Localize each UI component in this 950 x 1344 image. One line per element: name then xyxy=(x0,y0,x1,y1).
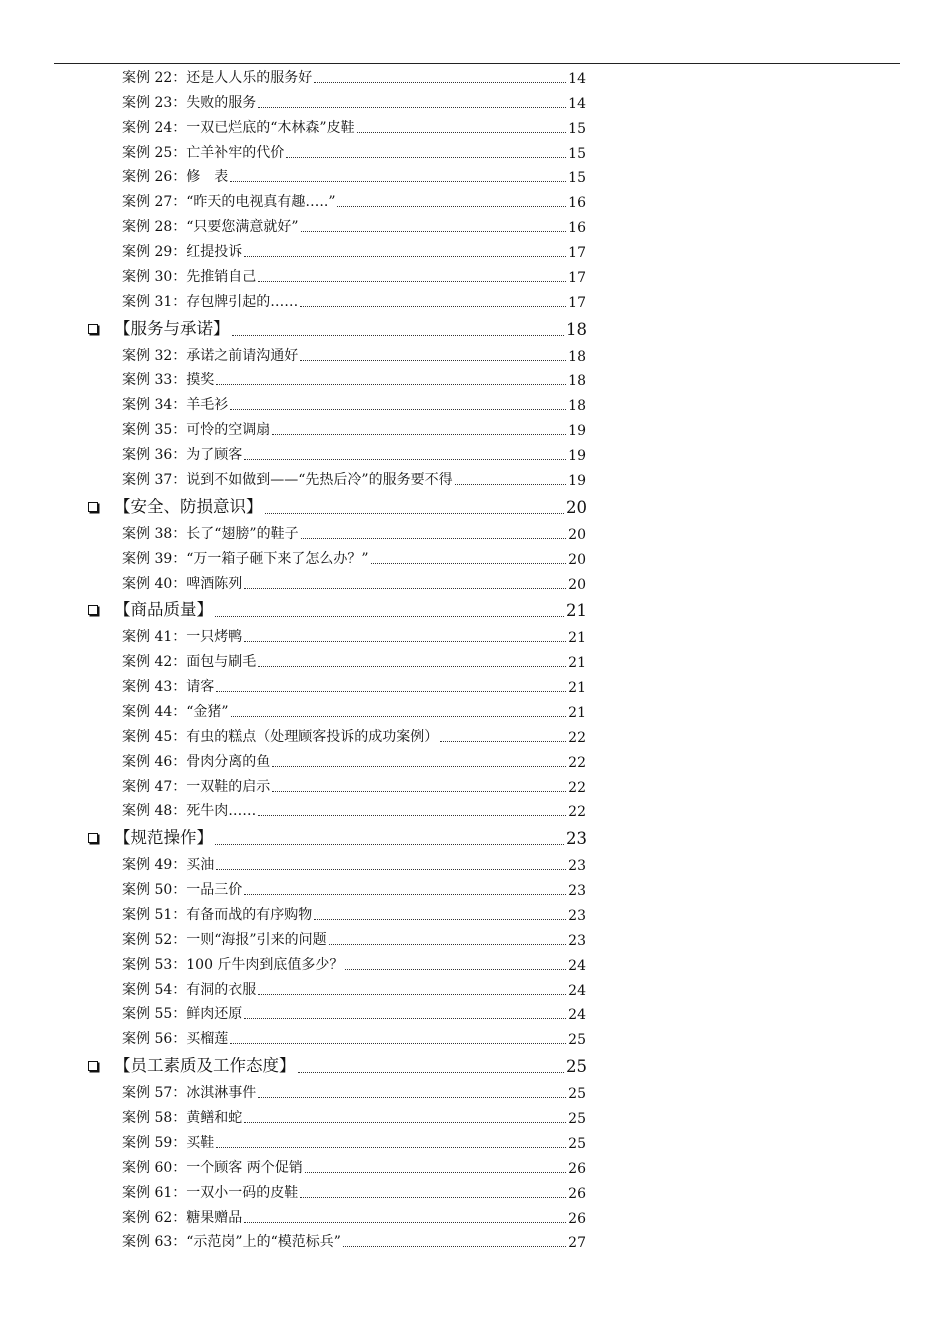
toc-page-number: 22 xyxy=(568,754,586,771)
toc-entry-title: 案例 23：失败的服务 xyxy=(122,94,257,111)
toc-page-number: 23 xyxy=(568,883,586,900)
toc-case-entry[interactable] xyxy=(0,263,586,288)
toc-page-number: 21 xyxy=(568,704,586,721)
toc-case-entry[interactable] xyxy=(0,1204,586,1229)
toc-entry-title: 案例 39：“万一箱子砸下来了怎么办？” xyxy=(122,550,369,567)
dot-leader xyxy=(343,1246,566,1247)
toc-entry-title: 【员工素质及工作态度】 xyxy=(114,1056,296,1076)
toc-case-entry[interactable] xyxy=(0,673,586,698)
toc-case-entry[interactable] xyxy=(0,89,586,114)
checkbox-bullet-icon xyxy=(88,605,98,615)
toc-page-number: 21 xyxy=(568,630,586,647)
toc-entry-title: 案例 35：可怜的空调扇 xyxy=(122,422,271,439)
toc-entry-title: 案例 61：一双小一码的皮鞋 xyxy=(122,1184,299,1201)
toc-case-entry[interactable] xyxy=(0,951,586,976)
table-of-contents xyxy=(0,64,950,1253)
dot-leader xyxy=(272,791,566,792)
toc-entry-title: 案例 60：一个顾客 两个促销 xyxy=(122,1159,303,1176)
dot-leader xyxy=(244,641,566,642)
toc-page-number: 17 xyxy=(568,245,586,262)
toc-entry-title: 案例 38：长了“翅膀”的鞋子 xyxy=(122,525,299,542)
toc-page-number: 24 xyxy=(568,957,586,974)
toc-page-number: 25 xyxy=(566,1057,587,1077)
dot-leader xyxy=(216,869,566,870)
toc-case-entry[interactable] xyxy=(0,926,586,951)
toc-page-number: 23 xyxy=(568,932,586,949)
toc-entry-title: 案例 53：100 斤牛肉到底值多少？ xyxy=(122,956,344,973)
toc-entry-title: 【安全、防损意识】 xyxy=(114,496,263,516)
toc-case-entry[interactable] xyxy=(0,976,586,1001)
toc-case-entry[interactable] xyxy=(0,773,586,798)
toc-case-entry[interactable] xyxy=(0,698,586,723)
toc-page-number: 16 xyxy=(568,220,586,237)
dot-leader xyxy=(244,1122,566,1123)
toc-page-number: 25 xyxy=(568,1135,586,1152)
toc-page-number: 23 xyxy=(568,907,586,924)
dot-leader xyxy=(357,132,567,133)
toc-page-number: 20 xyxy=(568,551,586,568)
toc-entry-title: 案例 43：请客 xyxy=(122,678,215,695)
dot-leader xyxy=(337,206,566,207)
toc-entry-title: 【商品质量】 xyxy=(114,600,213,620)
dot-leader xyxy=(230,409,566,410)
toc-entry-title: 案例 49：买油 xyxy=(122,857,215,874)
toc-entry-title: 案例 22：还是人人乐的服务好 xyxy=(122,69,313,86)
checkbox-bullet-icon xyxy=(88,324,98,334)
toc-page-number: 25 xyxy=(568,1086,586,1103)
dot-leader xyxy=(244,894,566,895)
toc-entry-title: 案例 37：说到不如做到——“先热后冷”的服务要不得 xyxy=(122,472,453,489)
dot-leader xyxy=(301,231,567,232)
dot-leader xyxy=(244,588,566,589)
toc-case-entry[interactable] xyxy=(0,545,586,570)
toc-page-number: 15 xyxy=(568,145,586,162)
toc-case-entry[interactable] xyxy=(0,64,586,89)
dot-leader xyxy=(258,1097,566,1098)
dot-leader xyxy=(230,181,566,182)
toc-page-number: 23 xyxy=(568,858,586,875)
toc-entry-title: 案例 32：承诺之前请沟通好 xyxy=(122,347,299,364)
toc-entry-title: 案例 48：死牛肉…… xyxy=(122,803,257,820)
toc-page-number: 21 xyxy=(566,601,587,621)
toc-case-entry[interactable] xyxy=(0,114,586,139)
dot-leader xyxy=(258,815,566,816)
toc-case-entry[interactable] xyxy=(0,798,586,823)
toc-case-entry[interactable] xyxy=(0,466,586,491)
toc-case-entry[interactable] xyxy=(0,367,586,392)
dot-leader xyxy=(230,1043,566,1044)
toc-case-entry[interactable] xyxy=(0,139,586,164)
toc-section-entry[interactable] xyxy=(0,595,587,624)
toc-entry-title: 案例 59：买鞋 xyxy=(122,1134,215,1151)
toc-entry-title: 案例 26：修 表 xyxy=(122,169,229,186)
dot-leader xyxy=(265,513,565,514)
toc-case-entry[interactable] xyxy=(0,213,586,238)
toc-entry-title: 案例 41：一只烤鸭 xyxy=(122,629,243,646)
dot-leader xyxy=(286,157,566,158)
toc-case-entry[interactable] xyxy=(0,1001,586,1026)
toc-page-number: 22 xyxy=(568,729,586,746)
toc-page-number: 19 xyxy=(568,423,586,440)
toc-entry-title: 案例 57：冰淇淋事件 xyxy=(122,1085,257,1102)
toc-case-entry[interactable] xyxy=(0,623,586,648)
toc-case-entry[interactable] xyxy=(0,342,586,367)
toc-page-number: 20 xyxy=(568,526,586,543)
toc-entry-title: 案例 36：为了顾客 xyxy=(122,447,243,464)
dot-leader xyxy=(231,716,567,717)
toc-case-entry[interactable] xyxy=(0,748,586,773)
toc-case-entry[interactable] xyxy=(0,416,586,441)
checkbox-bullet-icon xyxy=(88,833,98,843)
dot-leader xyxy=(314,82,566,83)
toc-case-entry[interactable] xyxy=(0,648,586,673)
dot-leader xyxy=(298,1072,565,1073)
dot-leader xyxy=(440,741,566,742)
toc-case-entry[interactable] xyxy=(0,901,586,926)
checkbox-bullet-icon xyxy=(88,502,98,512)
toc-case-entry[interactable] xyxy=(0,164,586,189)
toc-entry-title: 案例 62：糖果赠品 xyxy=(122,1209,243,1226)
toc-entry-title: 案例 63：“示范岗”上的“模范标兵” xyxy=(122,1234,341,1251)
toc-page-number: 18 xyxy=(566,319,587,339)
toc-entry-title: 案例 56：买榴莲 xyxy=(122,1031,229,1048)
toc-section-entry[interactable] xyxy=(0,313,587,342)
dot-leader xyxy=(300,360,566,361)
dot-leader xyxy=(258,994,566,995)
toc-entry-title: 案例 45：有虫的糕点（处理顾客投诉的成功案例） xyxy=(122,728,439,745)
toc-entry-title: 案例 30：先推销自己 xyxy=(122,269,257,286)
dot-leader xyxy=(272,766,566,767)
toc-entry-title: 【服务与承诺】 xyxy=(114,318,230,338)
toc-page-number: 20 xyxy=(566,497,587,517)
toc-page-number: 21 xyxy=(568,655,586,672)
toc-entry-title: 案例 55：鲜肉还原 xyxy=(122,1006,243,1023)
dot-leader xyxy=(314,919,566,920)
dot-leader xyxy=(455,484,567,485)
toc-page-number: 26 xyxy=(568,1160,586,1177)
dot-leader xyxy=(305,1172,566,1173)
dot-leader xyxy=(216,1147,566,1148)
toc-entry-title: 案例 29：红提投诉 xyxy=(122,244,243,261)
dot-leader xyxy=(345,969,566,970)
toc-entry-title: 案例 27：“昨天的电视真有趣…..” xyxy=(122,194,336,211)
toc-entry-title: 【规范操作】 xyxy=(114,828,213,848)
toc-entry-title: 案例 47：一双鞋的启示 xyxy=(122,778,271,795)
toc-case-entry[interactable] xyxy=(0,876,586,901)
toc-page-number: 20 xyxy=(568,576,586,593)
toc-entry-title: 案例 24：一双已烂底的“木林森”皮鞋 xyxy=(122,119,355,136)
toc-page-number: 26 xyxy=(568,1185,586,1202)
toc-page-number: 22 xyxy=(568,779,586,796)
toc-case-entry[interactable] xyxy=(0,1025,586,1050)
toc-page-number: 24 xyxy=(568,1007,586,1024)
toc-page-number: 25 xyxy=(568,1032,586,1049)
toc-page-number: 18 xyxy=(568,348,586,365)
toc-entry-title: 案例 31：存包牌引起的…… xyxy=(122,293,299,310)
dot-leader xyxy=(258,666,566,667)
toc-page-number: 17 xyxy=(568,294,586,311)
toc-case-entry[interactable] xyxy=(0,1154,586,1179)
toc-page-number: 26 xyxy=(568,1210,586,1227)
toc-page-number: 14 xyxy=(568,70,586,87)
toc-case-entry[interactable] xyxy=(0,288,586,313)
toc-page-number: 19 xyxy=(568,448,586,465)
dot-leader xyxy=(272,434,566,435)
dot-leader xyxy=(258,107,566,108)
toc-case-entry[interactable] xyxy=(0,188,586,213)
toc-entry-title: 案例 28：“只要您满意就好” xyxy=(122,219,299,236)
dot-leader xyxy=(216,691,566,692)
dot-leader xyxy=(215,616,564,617)
dot-leader xyxy=(244,1018,566,1019)
toc-entry-title: 案例 34：羊毛衫 xyxy=(122,397,229,414)
dot-leader xyxy=(244,256,566,257)
toc-case-entry[interactable] xyxy=(0,1079,586,1104)
toc-entry-title: 案例 33：摸奖 xyxy=(122,372,215,389)
toc-entry-title: 案例 25：亡羊补牢的代价 xyxy=(122,144,285,161)
toc-page-number: 24 xyxy=(568,982,586,999)
toc-case-entry[interactable] xyxy=(0,1229,586,1254)
dot-leader xyxy=(300,1197,566,1198)
toc-page-number: 22 xyxy=(568,804,586,821)
toc-case-entry[interactable] xyxy=(0,1129,586,1154)
toc-case-entry[interactable] xyxy=(0,570,586,595)
toc-entry-title: 案例 44：“金猪” xyxy=(122,703,229,720)
toc-entry-title: 案例 51：有备而战的有序购物 xyxy=(122,906,313,923)
toc-case-entry[interactable] xyxy=(0,238,586,263)
toc-entry-title: 案例 50：一品三价 xyxy=(122,882,243,899)
toc-page-number: 15 xyxy=(568,120,586,137)
toc-case-entry[interactable] xyxy=(0,723,586,748)
toc-section-entry[interactable] xyxy=(0,822,587,851)
checkbox-bullet-icon xyxy=(88,1061,98,1071)
toc-page-number: 27 xyxy=(568,1235,586,1252)
toc-page-number: 19 xyxy=(568,473,586,490)
dot-leader xyxy=(244,1222,566,1223)
dot-leader xyxy=(258,281,566,282)
toc-section-entry[interactable] xyxy=(0,491,587,520)
toc-case-entry[interactable] xyxy=(0,1104,586,1129)
toc-case-entry[interactable] xyxy=(0,391,586,416)
toc-entry-title: 案例 42：面包与刷毛 xyxy=(122,654,257,671)
toc-case-entry[interactable] xyxy=(0,520,586,545)
dot-leader xyxy=(329,944,567,945)
toc-case-entry[interactable] xyxy=(0,441,586,466)
toc-case-entry[interactable] xyxy=(0,1179,586,1204)
toc-page-number: 18 xyxy=(568,398,586,415)
dot-leader xyxy=(371,563,567,564)
toc-page-number: 18 xyxy=(568,373,586,390)
dot-leader xyxy=(301,538,567,539)
toc-section-entry[interactable] xyxy=(0,1050,587,1079)
toc-case-entry[interactable] xyxy=(0,851,586,876)
toc-entry-title: 案例 46：骨肉分离的鱼 xyxy=(122,753,271,770)
dot-leader xyxy=(216,384,566,385)
dot-leader xyxy=(232,335,565,336)
toc-entry-title: 案例 58：黄鳝和蛇 xyxy=(122,1109,243,1126)
toc-entry-title: 案例 54：有洞的衣服 xyxy=(122,981,257,998)
toc-page-number: 15 xyxy=(568,170,586,187)
toc-entry-title: 案例 52：一则“海报”引来的问题 xyxy=(122,931,327,948)
toc-page-number: 14 xyxy=(568,95,586,112)
toc-entry-title: 案例 40：啤酒陈列 xyxy=(122,575,243,592)
dot-leader xyxy=(215,844,564,845)
toc-page-number: 21 xyxy=(568,679,586,696)
toc-page-number: 17 xyxy=(568,270,586,287)
toc-page-number: 16 xyxy=(568,195,586,212)
toc-page-number: 23 xyxy=(566,829,587,849)
dot-leader xyxy=(300,306,566,307)
dot-leader xyxy=(244,459,566,460)
toc-page-number: 25 xyxy=(568,1110,586,1127)
